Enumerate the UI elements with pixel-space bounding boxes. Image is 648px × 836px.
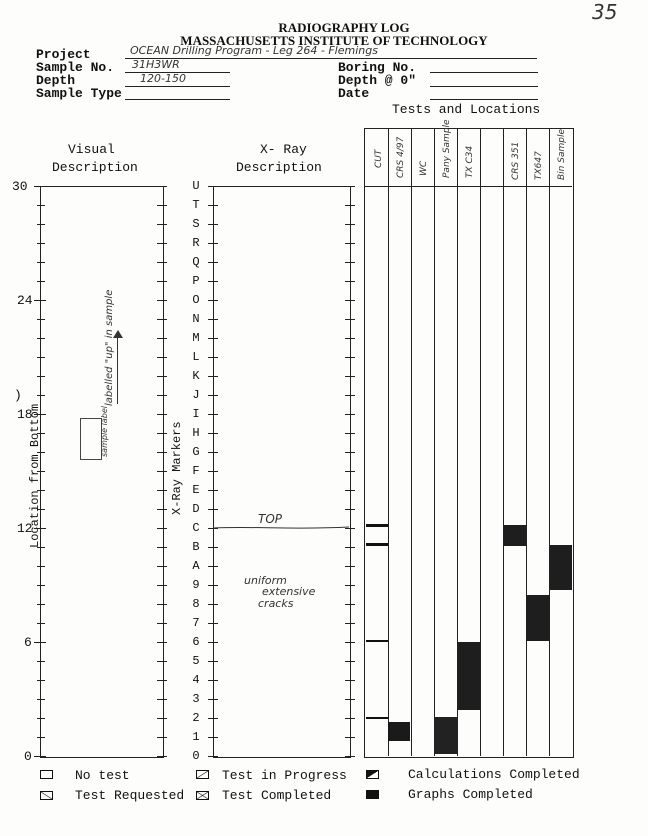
cracks-note-2: extensive — [262, 585, 316, 598]
visual-axis-tick-right — [157, 224, 167, 225]
test-completed-icon — [196, 791, 209, 800]
xray-axis-tick — [208, 186, 218, 187]
xray-marker: 4 — [192, 673, 200, 687]
xray-axis-tick — [345, 357, 355, 358]
project-line — [125, 58, 537, 59]
visual-axis-tick — [37, 338, 45, 339]
xray-axis-tick — [345, 585, 355, 586]
test-column-line — [411, 128, 412, 756]
axis-tick-12: 12 — [17, 521, 33, 536]
xray-marker: N — [192, 312, 200, 326]
visual-axis-tick-right — [157, 376, 167, 377]
axis-tick-30: 30 — [12, 179, 28, 194]
xray-axis-tick — [208, 376, 218, 377]
visual-axis-tick — [37, 281, 45, 282]
graphs-completed-icon — [366, 790, 379, 799]
tests-locations-label: Tests and Locations — [392, 102, 541, 117]
visual-description-box — [40, 186, 164, 758]
xray-axis-tick — [208, 680, 218, 681]
xray-axis-tick — [345, 642, 355, 643]
cut-mark-2 — [366, 543, 388, 546]
xray-axis-tick — [208, 300, 218, 301]
top-note: TOP — [258, 512, 283, 526]
xray-marker: T — [192, 198, 200, 212]
depth-label: Depth — [36, 73, 76, 88]
up-arrow-shaft — [117, 336, 118, 404]
xray-axis-tick — [208, 471, 218, 472]
xray-axis-tick — [345, 300, 355, 301]
cracks-note-1: uniform — [244, 574, 287, 587]
visual-axis-tick — [34, 186, 46, 187]
visual-axis-tick-right — [157, 186, 167, 187]
visual-axis-tick — [37, 566, 45, 567]
xray-axis-tick — [208, 509, 218, 510]
cracks-note-3: cracks — [258, 597, 294, 610]
visual-axis-tick-right — [157, 452, 167, 453]
xray-marker: 8 — [192, 597, 200, 611]
xray-axis-tick — [345, 566, 355, 567]
xray-axis-tick — [208, 566, 218, 567]
tx-completed-block — [458, 642, 480, 710]
xray-axis-tick — [345, 680, 355, 681]
xray-axis-tick — [345, 319, 355, 320]
xray-axis-tick — [208, 661, 218, 662]
visual-axis-tick-right — [157, 414, 167, 415]
xray-axis-tick — [208, 623, 218, 624]
xray-marker: K — [192, 369, 200, 383]
xray-axis-tick — [208, 585, 218, 586]
sample-label-note: sample label — [100, 406, 109, 457]
visual-axis-tick-right — [157, 585, 167, 586]
xray-axis-tick — [345, 205, 355, 206]
xray-axis-tick — [345, 452, 355, 453]
crs351-completed-block — [504, 525, 526, 546]
xray-marker: G — [192, 445, 200, 459]
visual-axis-tick — [37, 262, 45, 263]
xray-axis-tick — [208, 642, 218, 643]
depth-line — [125, 86, 230, 87]
labelled-up-note: labelled "up" in sample — [104, 289, 115, 406]
xray-axis-tick — [345, 224, 355, 225]
xray-axis-tick — [345, 338, 355, 339]
xray-axis-tick — [345, 395, 355, 396]
visual-axis-tick-right — [157, 281, 167, 282]
test-column-line — [503, 128, 504, 756]
legend-calculations-completed: Calculations Completed — [408, 767, 580, 782]
xray-axis-tick — [345, 737, 355, 738]
visual-axis-tick-right — [157, 661, 167, 662]
calculations-completed-icon — [366, 770, 379, 779]
xray-marker: F — [192, 464, 200, 478]
visual-axis-tick — [37, 205, 45, 206]
xray-marker: 0 — [192, 749, 200, 763]
test-column-line — [549, 128, 550, 756]
test-column-line — [434, 128, 435, 756]
legend-graphs-completed: Graphs Completed — [408, 787, 533, 802]
xray-marker: O — [192, 293, 200, 307]
xray-axis-tick — [345, 281, 355, 282]
visual-heading: Visual — [68, 142, 115, 157]
bin-completed-block — [550, 545, 572, 590]
xray-marker: H — [192, 426, 200, 440]
visual-axis-tick-right — [157, 262, 167, 263]
visual-axis-tick-right — [157, 756, 167, 757]
visual-axis-tick-right — [157, 243, 167, 244]
pany-completed-block — [435, 717, 457, 754]
visual-axis-tick-right — [157, 623, 167, 624]
visual-axis-tick-right — [157, 718, 167, 719]
legend-no-test: No test — [75, 768, 130, 783]
xray-marker: Q — [192, 255, 200, 269]
visual-axis-tick — [37, 357, 45, 358]
crs-completed-block — [388, 722, 410, 741]
xray-axis-tick — [345, 547, 355, 548]
legend-test-requested: Test Requested — [75, 788, 185, 803]
axis-tick-6: 6 — [24, 635, 32, 650]
xray-axis-tick — [345, 243, 355, 244]
visual-axis-tick-right — [157, 566, 167, 567]
visual-axis-tick — [37, 680, 45, 681]
sample-no-label: Sample No. — [36, 60, 115, 75]
xray-marker: L — [192, 350, 200, 364]
xray-axis-tick — [345, 604, 355, 605]
xray-axis-tick — [208, 699, 218, 700]
legend-test-completed: Test Completed — [222, 788, 332, 803]
tx647-completed-block — [526, 595, 550, 641]
visual-axis-tick — [37, 604, 45, 605]
visual-axis-tick-right — [157, 490, 167, 491]
xray-axis-tick — [345, 186, 355, 187]
project-label: Project — [36, 47, 91, 62]
test-in-progress-icon — [196, 770, 209, 779]
xray-axis-tick — [345, 509, 355, 510]
visual-axis-tick-right — [157, 395, 167, 396]
xray-marker: A — [192, 559, 200, 573]
xray-axis-tick — [208, 718, 218, 719]
xray-axis-tick — [345, 433, 355, 434]
xray-marker: I — [192, 407, 200, 421]
xray-markers-label: X-Ray Markers — [170, 421, 184, 515]
xray-axis-tick — [208, 604, 218, 605]
visual-axis-tick — [34, 642, 46, 643]
xray-axis-tick — [345, 376, 355, 377]
xray-axis-tick — [208, 433, 218, 434]
col-head-pany: Pany Sample — [442, 119, 452, 178]
sample-label-sketch — [80, 418, 102, 460]
visual-axis-tick — [37, 718, 45, 719]
visual-axis-tick-right — [157, 737, 167, 738]
xray-marker: 6 — [192, 635, 200, 649]
visual-axis-tick-right — [157, 338, 167, 339]
xray-marker: S — [192, 217, 200, 231]
visual-axis-tick-right — [157, 547, 167, 548]
visual-axis-tick-right — [157, 642, 167, 643]
xray-marker: 5 — [192, 654, 200, 668]
xray-marker: 9 — [192, 578, 200, 592]
visual-axis-tick-right — [157, 319, 167, 320]
sample-no-value: 31H3WR — [132, 58, 180, 71]
xray-marker: C — [192, 521, 200, 535]
visual-axis-tick-right — [157, 357, 167, 358]
visual-axis-tick-right — [157, 205, 167, 206]
date-line — [430, 99, 538, 100]
visual-axis-tick — [37, 585, 45, 586]
xray-axis-tick — [345, 623, 355, 624]
visual-axis-tick — [37, 243, 45, 244]
xray-description-heading: Description — [236, 160, 322, 175]
xray-axis-tick — [345, 699, 355, 700]
xray-axis-tick — [208, 737, 218, 738]
form-title: RADIOGRAPHY LOG — [278, 20, 410, 35]
visual-description-heading: Description — [52, 160, 138, 175]
visual-axis-tick-right — [157, 680, 167, 681]
axis-tick-0: 0 — [24, 749, 32, 764]
visual-axis-tick-right — [157, 471, 167, 472]
xray-marker: 1 — [192, 730, 200, 744]
col-head-wc: WC — [419, 160, 429, 176]
xray-axis-tick — [208, 205, 218, 206]
visual-axis-tick-right — [157, 300, 167, 301]
visual-axis-tick — [37, 224, 45, 225]
visual-axis-tick — [37, 699, 45, 700]
axis-paren: ) — [14, 388, 22, 403]
visual-axis-tick — [34, 756, 46, 757]
xray-axis-tick — [208, 414, 218, 415]
col-head-tx647: TX647 — [534, 151, 544, 180]
visual-axis-tick — [37, 395, 45, 396]
xray-axis-tick — [345, 718, 355, 719]
xray-axis-tick — [208, 243, 218, 244]
xray-axis-tick — [208, 395, 218, 396]
visual-axis-tick — [34, 300, 46, 301]
no-test-icon — [40, 770, 53, 779]
visual-axis-tick-right — [157, 528, 167, 529]
axis-tick-18: 18 — [17, 407, 33, 422]
test-column-line — [388, 128, 389, 756]
visual-axis-tick — [37, 661, 45, 662]
xray-axis-tick — [208, 281, 218, 282]
cut-mark-3 — [366, 640, 388, 642]
depth-at-label: Depth @ 0" — [338, 73, 417, 88]
col-head-bin: Bin Sample — [557, 129, 567, 180]
axis-tick-24: 24 — [17, 293, 33, 308]
xray-axis-tick — [345, 661, 355, 662]
visual-axis-tick — [37, 737, 45, 738]
xray-marker: 3 — [192, 692, 200, 706]
xray-marker: D — [192, 502, 200, 516]
col-head-tx: TX C34 — [465, 145, 475, 178]
xray-axis-tick — [208, 319, 218, 320]
xray-description-box — [213, 186, 351, 758]
up-arrow-head-icon — [113, 330, 123, 338]
sample-type-line — [125, 99, 230, 100]
xray-marker: 2 — [192, 711, 200, 725]
boring-no-label: Boring No. — [338, 60, 417, 75]
xray-axis-tick — [345, 414, 355, 415]
page-number: 35 — [592, 0, 618, 24]
date-label: Date — [338, 86, 370, 101]
xray-marker: R — [192, 236, 200, 250]
sample-type-label: Sample Type — [36, 86, 122, 101]
xray-axis-tick — [345, 756, 355, 757]
test-column-line — [526, 128, 527, 756]
xray-axis-tick — [208, 357, 218, 358]
xray-axis-tick — [208, 224, 218, 225]
xray-axis-tick — [208, 547, 218, 548]
project-value: OCEAN Drilling Program - Leg 264 - Flemings — [130, 44, 378, 57]
xray-axis-tick — [345, 490, 355, 491]
xray-marker: M — [192, 331, 200, 345]
xray-marker: P — [192, 274, 200, 288]
depth-at-line — [430, 86, 538, 87]
institution-title: MASSACHUSETTS INSTITUTE OF TECHNOLOGY — [180, 33, 488, 48]
xray-marker: B — [192, 540, 200, 554]
xray-axis-tick — [208, 490, 218, 491]
tests-header-line — [364, 186, 572, 187]
cut-mark-4 — [366, 717, 388, 719]
visual-axis-tick — [37, 376, 45, 377]
test-column-line — [480, 128, 481, 756]
xray-axis-tick — [208, 262, 218, 263]
xray-axis-tick — [345, 471, 355, 472]
xray-axis-tick — [208, 452, 218, 453]
visual-axis-tick — [37, 319, 45, 320]
col-head-crs351: CRS 351 — [511, 141, 521, 180]
depth-value: 120-150 — [140, 72, 186, 85]
visual-axis-tick-right — [157, 604, 167, 605]
boring-no-line — [430, 72, 538, 73]
xray-axis-tick — [345, 262, 355, 263]
visual-axis-tick-right — [157, 509, 167, 510]
visual-axis-tick-right — [157, 433, 167, 434]
xray-heading: X- Ray — [260, 142, 307, 157]
visual-axis-tick-right — [157, 699, 167, 700]
location-axis-label: Location from Bottom — [28, 403, 42, 548]
col-head-crs: CRS 4/97 — [396, 136, 406, 178]
test-requested-icon — [40, 791, 53, 800]
cut-mark-top — [366, 524, 388, 527]
xray-axis-tick — [208, 338, 218, 339]
legend-test-in-progress: Test in Progress — [222, 768, 347, 783]
col-head-cut: CUT — [374, 149, 384, 168]
xray-marker: 7 — [192, 616, 200, 630]
xray-marker: J — [192, 388, 200, 402]
xray-marker: E — [192, 483, 200, 497]
xray-marker: U — [192, 179, 200, 193]
visual-axis-tick — [37, 623, 45, 624]
xray-axis-tick — [208, 756, 218, 757]
